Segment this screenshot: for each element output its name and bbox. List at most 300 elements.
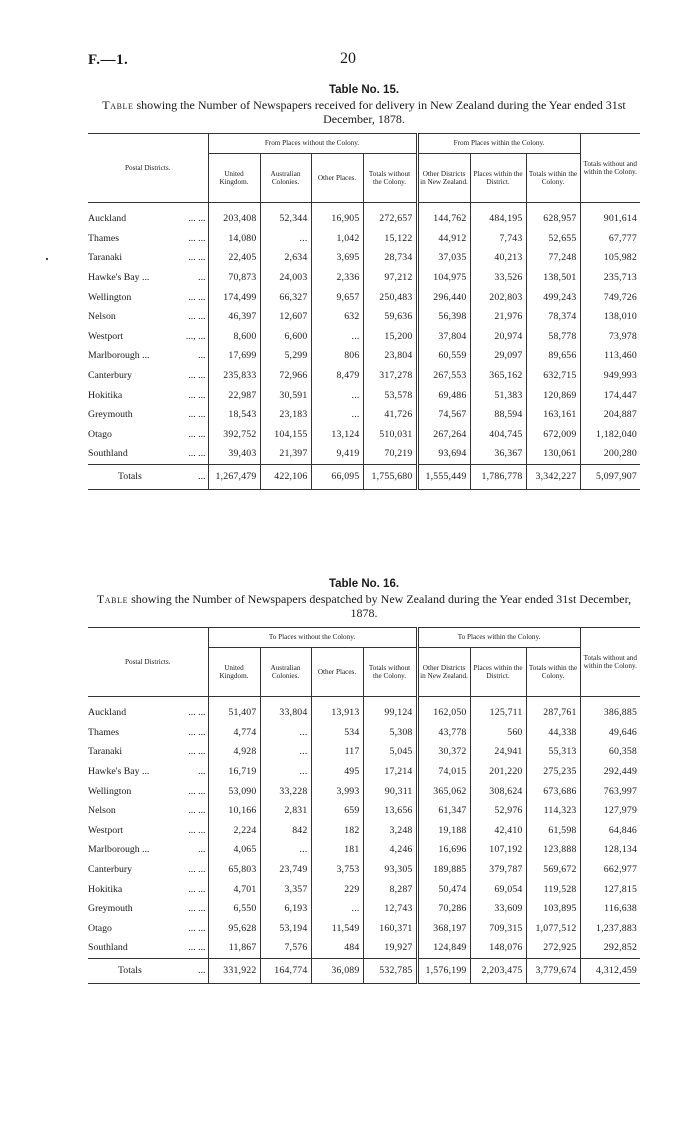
cell-united-kingdom: 203,408	[208, 203, 260, 229]
district-name: Wellington	[88, 785, 132, 797]
total-totals-within: 3,779,674	[526, 958, 580, 983]
header-grand-totals: Totals without and within the Colony.	[580, 628, 640, 697]
leader-dots: ... ...	[188, 232, 206, 244]
district-name: Auckland	[88, 213, 127, 225]
table-15-caption-lead: Table	[102, 98, 134, 112]
totals-label: Totals	[88, 464, 162, 489]
leader-dots: ... ...	[188, 746, 206, 758]
cell-other-districts: 50,474	[417, 879, 470, 899]
cell-places-within-district: 484,195	[470, 203, 526, 229]
cell-totals-within: 138,501	[526, 268, 580, 288]
cell-australian-colonies: 30,591	[260, 385, 311, 405]
cell-united-kingdom: 4,701	[208, 879, 260, 899]
cell-places-within-district: 21,976	[470, 307, 526, 327]
total-totals-without: 532,785	[363, 958, 417, 983]
total-grand-total: 4,312,459	[580, 958, 640, 983]
cell-totals-without: 90,311	[363, 781, 417, 801]
cell-grand-total: 64,846	[580, 821, 640, 841]
cell-other-places: ...	[311, 405, 363, 425]
cell-other-places: 16,905	[311, 203, 363, 229]
district-name: Marlborough ...	[88, 844, 150, 856]
cell-united-kingdom: 22,405	[208, 248, 260, 268]
table-15	[88, 133, 640, 490]
district-name: Otago	[88, 428, 112, 440]
district-name: Nelson	[88, 311, 116, 323]
cell-other-districts: 124,849	[417, 938, 470, 958]
cell-totals-within: 52,655	[526, 229, 580, 249]
cell-other-places: 3,695	[311, 248, 363, 268]
header-australian-colonies: Australian Colonies.	[260, 154, 311, 203]
total-other-districts: 1,555,449	[417, 464, 470, 489]
table-row	[88, 801, 640, 821]
cell-totals-without: 510,031	[363, 425, 417, 445]
cell-places-within-district: 560	[470, 723, 526, 743]
cell-united-kingdom: 95,628	[208, 919, 260, 939]
leader-dots: ... ...	[188, 448, 206, 460]
cell-united-kingdom: 10,166	[208, 801, 260, 821]
cell-totals-within: 119,528	[526, 879, 580, 899]
header-united-kingdom: United Kingdom.	[208, 648, 260, 697]
cell-places-within-district: 365,162	[470, 366, 526, 386]
header-postal-districts: Postal Districts.	[88, 134, 208, 203]
cell-other-districts: 37,035	[417, 248, 470, 268]
cell-totals-within: 130,061	[526, 444, 580, 464]
cell-other-districts: 56,398	[417, 307, 470, 327]
cell-other-places: 11,549	[311, 919, 363, 939]
cell-united-kingdom: 2,224	[208, 821, 260, 841]
cell-totals-without: 15,200	[363, 327, 417, 347]
cell-totals-without: 272,657	[363, 203, 417, 229]
cell-places-within-district: 33,526	[470, 268, 526, 288]
table-row	[88, 899, 640, 919]
cell-grand-total: 105,982	[580, 248, 640, 268]
cell-australian-colonies: 104,155	[260, 425, 311, 445]
cell-australian-colonies: 52,344	[260, 203, 311, 229]
cell-totals-without: 5,308	[363, 723, 417, 743]
table-row	[88, 366, 640, 386]
cell-other-districts: 267,553	[417, 366, 470, 386]
cell-grand-total: 292,449	[580, 762, 640, 782]
header-postal-districts: Postal Districts.	[88, 628, 208, 697]
cell-other-districts: 60,559	[417, 346, 470, 366]
cell-united-kingdom: 39,403	[208, 444, 260, 464]
cell-united-kingdom: 17,699	[208, 346, 260, 366]
cell-other-districts: 74,567	[417, 405, 470, 425]
cell-other-districts: 69,486	[417, 385, 470, 405]
district-name: Hawke's Bay ...	[88, 766, 150, 778]
leader-dots: ... ...	[188, 824, 206, 836]
cell-totals-without: 23,804	[363, 346, 417, 366]
cell-grand-total: 73,978	[580, 327, 640, 347]
total-australian-colonies: 164,774	[260, 958, 311, 983]
cell-places-within-district: 201,220	[470, 762, 526, 782]
scan-speck	[46, 258, 48, 260]
cell-other-districts: 368,197	[417, 919, 470, 939]
cell-australian-colonies: 842	[260, 821, 311, 841]
cell-totals-within: 58,778	[526, 327, 580, 347]
cell-totals-without: 99,124	[363, 697, 417, 723]
cell-other-places: 1,042	[311, 229, 363, 249]
total-united-kingdom: 1,267,479	[208, 464, 260, 489]
cell-other-places: 3,753	[311, 860, 363, 880]
header-totals-without: Totals without the Colony.	[363, 648, 417, 697]
leader-dots: ... ...	[188, 805, 206, 817]
cell-totals-without: 28,734	[363, 248, 417, 268]
cell-totals-within: 78,374	[526, 307, 580, 327]
cell-other-places: 13,124	[311, 425, 363, 445]
district-name: Taranaki	[88, 252, 123, 264]
leader-dots: ... ...	[188, 883, 206, 895]
header-other-districts: Other Districts in New Zealand.	[417, 154, 470, 203]
district-name: Canterbury	[88, 370, 133, 382]
cell-other-districts: 74,015	[417, 762, 470, 782]
cell-places-within-district: 40,213	[470, 248, 526, 268]
cell-totals-within: 114,323	[526, 801, 580, 821]
table-row	[88, 742, 640, 762]
header-totals-within: Totals within the Colony.	[526, 154, 580, 203]
header-group-without: From Places without the Colony.	[208, 134, 417, 154]
header-united-kingdom: United Kingdom.	[208, 154, 260, 203]
cell-australian-colonies: 6,600	[260, 327, 311, 347]
cell-grand-total: 67,777	[580, 229, 640, 249]
cell-united-kingdom: 53,090	[208, 781, 260, 801]
table-row	[88, 444, 640, 464]
cell-australian-colonies: ...	[260, 840, 311, 860]
table-row	[88, 346, 640, 366]
leader-dots: ..., ...	[185, 330, 206, 342]
table-row	[88, 919, 640, 939]
table-16-caption-lead: Table	[96, 592, 129, 606]
cell-grand-total: 138,010	[580, 307, 640, 327]
cell-totals-within: 673,686	[526, 781, 580, 801]
district-name: Hawke's Bay ...	[88, 272, 150, 284]
cell-totals-within: 1,077,512	[526, 919, 580, 939]
cell-totals-without: 15,122	[363, 229, 417, 249]
district-name: Westport	[88, 330, 124, 342]
header-places-within-district: Places within the District.	[470, 648, 526, 697]
cell-places-within-district: 404,745	[470, 425, 526, 445]
cell-places-within-district: 52,976	[470, 801, 526, 821]
table-15-caption-text: showing the Number of Newspapers received for delivery in New Zealand during the Year ended 31st December, 1878.	[136, 98, 626, 126]
cell-other-districts: 104,975	[417, 268, 470, 288]
cell-united-kingdom: 51,407	[208, 697, 260, 723]
cell-other-places: 9,419	[311, 444, 363, 464]
cell-other-districts: 365,062	[417, 781, 470, 801]
cell-places-within-district: 51,383	[470, 385, 526, 405]
cell-australian-colonies: 66,327	[260, 287, 311, 307]
cell-other-districts: 37,804	[417, 327, 470, 347]
cell-totals-within: 120,869	[526, 385, 580, 405]
leader-dots: ... ...	[188, 726, 206, 738]
cell-totals-without: 53,578	[363, 385, 417, 405]
cell-united-kingdom: 235,833	[208, 366, 260, 386]
cell-australian-colonies: 53,194	[260, 919, 311, 939]
table-15-caption	[88, 98, 640, 126]
cell-grand-total: 749,726	[580, 287, 640, 307]
leader-dots: ... ...	[188, 903, 206, 915]
cell-other-districts: 44,912	[417, 229, 470, 249]
cell-totals-within: 287,761	[526, 697, 580, 723]
table-row	[88, 405, 640, 425]
cell-totals-within: 77,248	[526, 248, 580, 268]
cell-places-within-district: 107,192	[470, 840, 526, 860]
cell-other-places: 117	[311, 742, 363, 762]
table-row	[88, 840, 640, 860]
cell-united-kingdom: 174,499	[208, 287, 260, 307]
cell-totals-without: 4,246	[363, 840, 417, 860]
cell-grand-total: 763,997	[580, 781, 640, 801]
table-row	[88, 762, 640, 782]
total-places-within-district: 1,786,778	[470, 464, 526, 489]
cell-totals-within: 89,656	[526, 346, 580, 366]
cell-australian-colonies: 33,804	[260, 697, 311, 723]
cell-other-places: ...	[311, 385, 363, 405]
total-places-within-district: 2,203,475	[470, 958, 526, 983]
table-row	[88, 879, 640, 899]
district-name: Hokitika	[88, 883, 123, 895]
cell-australian-colonies: 23,183	[260, 405, 311, 425]
header-other-districts: Other Districts in New Zealand.	[417, 648, 470, 697]
leader-dots: ... ...	[188, 864, 206, 876]
cell-united-kingdom: 4,928	[208, 742, 260, 762]
cell-totals-without: 3,248	[363, 821, 417, 841]
cell-totals-within: 272,925	[526, 938, 580, 958]
totals-row	[88, 464, 640, 489]
total-other-places: 66,095	[311, 464, 363, 489]
district-name: Thames	[88, 726, 120, 738]
cell-totals-within: 103,895	[526, 899, 580, 919]
cell-totals-within: 672,009	[526, 425, 580, 445]
cell-united-kingdom: 6,550	[208, 899, 260, 919]
cell-places-within-district: 20,974	[470, 327, 526, 347]
cell-other-districts: 189,885	[417, 860, 470, 880]
cell-grand-total: 235,713	[580, 268, 640, 288]
cell-places-within-district: 36,367	[470, 444, 526, 464]
leader-dots: ... ...	[188, 389, 206, 401]
cell-grand-total: 204,887	[580, 405, 640, 425]
cell-totals-without: 93,305	[363, 860, 417, 880]
district-name: Westport	[88, 824, 124, 836]
table-row	[88, 781, 640, 801]
cell-other-districts: 93,694	[417, 444, 470, 464]
cell-places-within-district: 33,609	[470, 899, 526, 919]
cell-united-kingdom: 11,867	[208, 938, 260, 958]
leader-dots: ... ...	[188, 707, 206, 719]
cell-other-districts: 19,188	[417, 821, 470, 841]
district-name: Greymouth	[88, 409, 133, 421]
cell-united-kingdom: 4,065	[208, 840, 260, 860]
cell-places-within-district: 69,054	[470, 879, 526, 899]
table-row	[88, 821, 640, 841]
header-places-within-district: Places within the District.	[470, 154, 526, 203]
cell-other-places: 806	[311, 346, 363, 366]
district-name: Otago	[88, 922, 112, 934]
leader-dots: ... ...	[188, 252, 206, 264]
header-australian-colonies: Australian Colonies.	[260, 648, 311, 697]
table-row	[88, 203, 640, 229]
cell-totals-without: 8,287	[363, 879, 417, 899]
cell-united-kingdom: 65,803	[208, 860, 260, 880]
cell-totals-within: 123,888	[526, 840, 580, 860]
cell-other-districts: 162,050	[417, 697, 470, 723]
leader-dots: ...	[198, 844, 206, 856]
report-reference: F.—1.	[88, 52, 129, 68]
cell-australian-colonies: ...	[260, 762, 311, 782]
cell-totals-within: 569,672	[526, 860, 580, 880]
cell-places-within-district: 29,097	[470, 346, 526, 366]
total-united-kingdom: 331,922	[208, 958, 260, 983]
header-group-without: To Places without the Colony.	[208, 628, 417, 648]
cell-places-within-district: 308,624	[470, 781, 526, 801]
cell-grand-total: 901,614	[580, 203, 640, 229]
header-totals-within: Totals within the Colony.	[526, 648, 580, 697]
cell-grand-total: 174,447	[580, 385, 640, 405]
cell-other-places: 2,336	[311, 268, 363, 288]
cell-australian-colonies: ...	[260, 742, 311, 762]
table-15-number: Table No. 15.	[328, 84, 400, 96]
leader-dots: ... ...	[188, 922, 206, 934]
cell-australian-colonies: 72,966	[260, 366, 311, 386]
district-name: Canterbury	[88, 864, 133, 876]
cell-places-within-district: 42,410	[470, 821, 526, 841]
cell-other-places: ...	[311, 327, 363, 347]
table-row	[88, 287, 640, 307]
cell-other-places: 229	[311, 879, 363, 899]
total-other-districts: 1,576,199	[417, 958, 470, 983]
cell-united-kingdom: 392,752	[208, 425, 260, 445]
cell-united-kingdom: 70,873	[208, 268, 260, 288]
cell-grand-total: 116,638	[580, 899, 640, 919]
cell-places-within-district: 24,941	[470, 742, 526, 762]
table-row	[88, 229, 640, 249]
cell-united-kingdom: 16,719	[208, 762, 260, 782]
cell-australian-colonies: 2,634	[260, 248, 311, 268]
district-name: Southland	[88, 942, 128, 954]
table-row	[88, 697, 640, 723]
table-16-number: Table No. 16.	[328, 578, 400, 590]
cell-grand-total: 113,460	[580, 346, 640, 366]
cell-places-within-district: 709,315	[470, 919, 526, 939]
table-16-caption-text: showing the Number of Newspapers despatched by New Zealand during the Year ended 31st December, 1878.	[131, 592, 632, 620]
table-row	[88, 327, 640, 347]
cell-totals-within: 275,235	[526, 762, 580, 782]
cell-grand-total: 60,358	[580, 742, 640, 762]
cell-australian-colonies: 33,228	[260, 781, 311, 801]
cell-totals-within: 632,715	[526, 366, 580, 386]
leader-dots: ...	[162, 958, 208, 983]
cell-other-districts: 267,264	[417, 425, 470, 445]
cell-grand-total: 292,852	[580, 938, 640, 958]
page-number: 20	[340, 50, 356, 67]
cell-totals-within: 55,313	[526, 742, 580, 762]
cell-united-kingdom: 46,397	[208, 307, 260, 327]
cell-other-districts: 30,372	[417, 742, 470, 762]
header-group-within: From Places within the Colony.	[417, 134, 580, 154]
table-16	[88, 627, 640, 984]
cell-australian-colonies: ...	[260, 229, 311, 249]
leader-dots: ... ...	[188, 409, 206, 421]
cell-totals-without: 5,045	[363, 742, 417, 762]
table-row	[88, 385, 640, 405]
cell-totals-without: 317,278	[363, 366, 417, 386]
totals-row	[88, 958, 640, 983]
cell-grand-total: 1,182,040	[580, 425, 640, 445]
cell-grand-total: 386,885	[580, 697, 640, 723]
cell-totals-without: 59,636	[363, 307, 417, 327]
header-totals-without: Totals without the Colony.	[363, 154, 417, 203]
cell-other-districts: 16,696	[417, 840, 470, 860]
cell-other-places: 659	[311, 801, 363, 821]
cell-places-within-district: 379,787	[470, 860, 526, 880]
cell-united-kingdom: 22,987	[208, 385, 260, 405]
cell-other-places: 484	[311, 938, 363, 958]
cell-totals-within: 61,598	[526, 821, 580, 841]
district-name: Hokitika	[88, 389, 123, 401]
cell-other-districts: 144,762	[417, 203, 470, 229]
cell-places-within-district: 148,076	[470, 938, 526, 958]
leader-dots: ... ...	[188, 942, 206, 954]
cell-grand-total: 127,815	[580, 879, 640, 899]
cell-grand-total: 662,977	[580, 860, 640, 880]
cell-other-places: 181	[311, 840, 363, 860]
cell-australian-colonies: 23,749	[260, 860, 311, 880]
total-australian-colonies: 422,106	[260, 464, 311, 489]
cell-australian-colonies: 7,576	[260, 938, 311, 958]
cell-totals-without: 160,371	[363, 919, 417, 939]
header-group-within: To Places within the Colony.	[417, 628, 580, 648]
cell-grand-total: 127,979	[580, 801, 640, 821]
cell-totals-within: 628,957	[526, 203, 580, 229]
leader-dots: ... ...	[188, 213, 206, 225]
cell-places-within-district: 88,594	[470, 405, 526, 425]
cell-australian-colonies: 3,357	[260, 879, 311, 899]
cell-totals-without: 17,214	[363, 762, 417, 782]
cell-other-places: ...	[311, 899, 363, 919]
district-name: Southland	[88, 448, 128, 460]
cell-totals-without: 41,726	[363, 405, 417, 425]
district-name: Greymouth	[88, 903, 133, 915]
district-name: Wellington	[88, 291, 132, 303]
cell-australian-colonies: ...	[260, 723, 311, 743]
leader-dots: ... ...	[188, 291, 206, 303]
table-row	[88, 425, 640, 445]
total-totals-within: 3,342,227	[526, 464, 580, 489]
cell-united-kingdom: 18,543	[208, 405, 260, 425]
leader-dots: ... ...	[188, 311, 206, 323]
cell-totals-without: 250,483	[363, 287, 417, 307]
cell-grand-total: 949,993	[580, 366, 640, 386]
cell-united-kingdom: 8,600	[208, 327, 260, 347]
cell-australian-colonies: 12,607	[260, 307, 311, 327]
cell-totals-without: 70,219	[363, 444, 417, 464]
cell-australian-colonies: 21,397	[260, 444, 311, 464]
cell-totals-without: 19,927	[363, 938, 417, 958]
cell-australian-colonies: 2,831	[260, 801, 311, 821]
totals-label: Totals	[88, 958, 162, 983]
cell-other-districts: 70,286	[417, 899, 470, 919]
cell-other-districts: 296,440	[417, 287, 470, 307]
cell-places-within-district: 202,803	[470, 287, 526, 307]
leader-dots: ... ...	[188, 785, 206, 797]
table-row	[88, 268, 640, 288]
cell-places-within-district: 125,711	[470, 697, 526, 723]
cell-other-places: 182	[311, 821, 363, 841]
cell-grand-total: 200,280	[580, 444, 640, 464]
total-other-places: 36,089	[311, 958, 363, 983]
header-grand-totals: Totals without and within the Colony.	[580, 134, 640, 203]
cell-australian-colonies: 24,003	[260, 268, 311, 288]
cell-totals-without: 13,656	[363, 801, 417, 821]
